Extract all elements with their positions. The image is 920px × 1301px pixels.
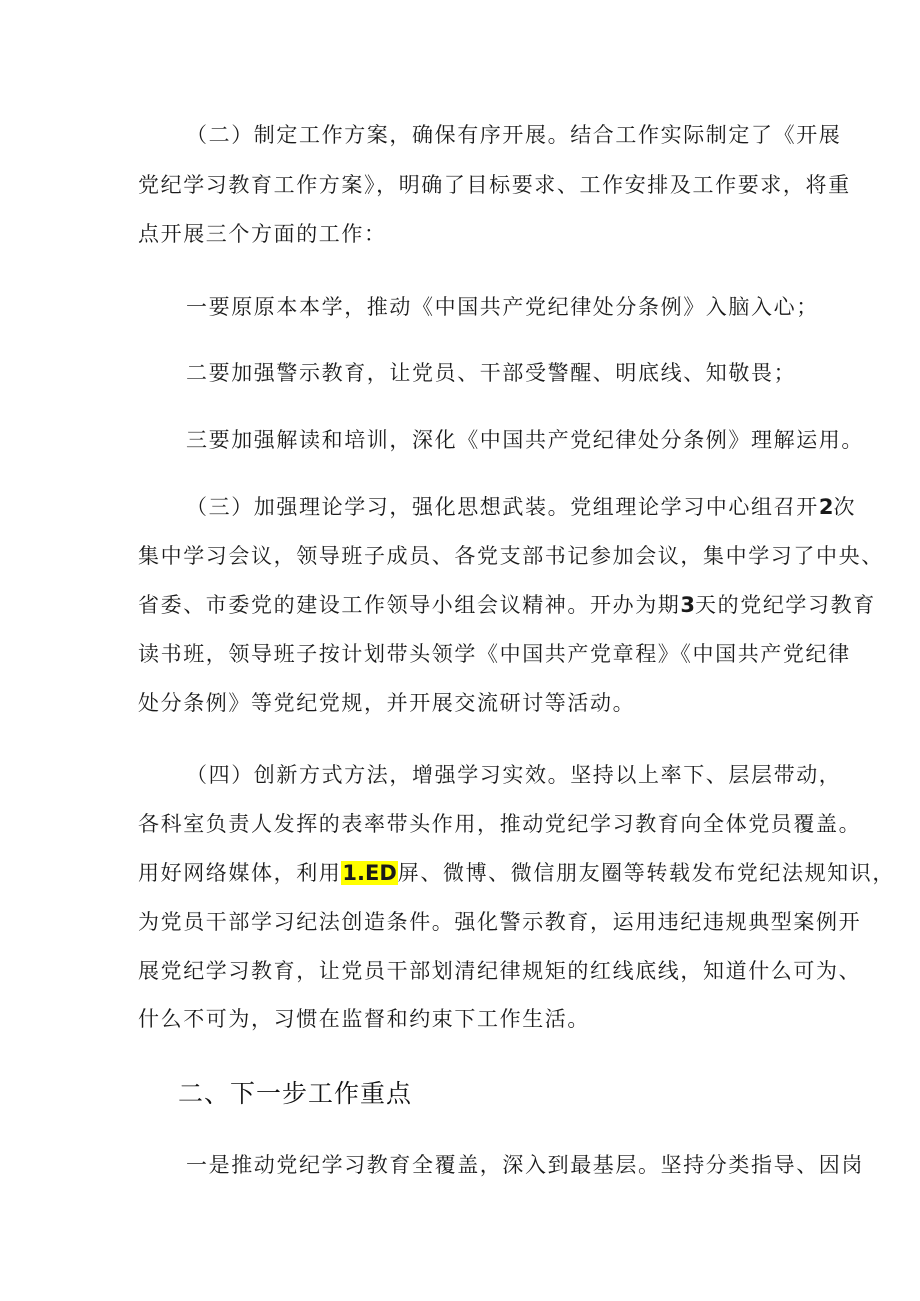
section-3-line-1-text-b: 次: [833, 495, 857, 519]
section-4-line-5: 展党纪学习教育，让党员干部划清纪律规矩的红线底线，知道什么可为、: [138, 959, 862, 983]
section-2-line-2: 党纪学习教育工作方案》，明确了目标要求、工作安排及工作要求，将重: [138, 173, 851, 197]
work-item-1: 一要原原本本学，推动《中国共产党纪律处分条例》入脑入心；: [186, 295, 819, 319]
section-4-line-2: 各科室负责人发挥的表率带头作用，推动党纪学习教育向全体党员覆盖。: [138, 812, 862, 836]
section-4-line-3-text-a: 用好网络媒体，利用: [138, 861, 342, 885]
section-3-line-2: 集中学习会议，领导班子成员、各党支部书记参加会议，集中学习了中央、: [138, 544, 884, 568]
section-heading-next-steps: 二、下一步工作重点: [178, 1079, 413, 1108]
highlighted-led-text: 1.ED: [342, 861, 397, 885]
work-item-3: 三要加强解读和培训，深化《中国共产党纪律处分条例》理解运用。: [186, 428, 864, 452]
section-4-line-3-text-b: 屏、微博、微信朋友圈等转载发布党纪法规知识，: [397, 861, 895, 885]
section-3-line-5: 处分条例》等党纪党规，并开展交流研讨等活动。: [138, 691, 636, 715]
section-3-line-3-text-a: 省委、市委党的建设工作领导小组会议精神。开办为期: [138, 593, 681, 617]
section-4-line-6: 什么不可为，习惯在监督和约束下工作生活。: [138, 1007, 590, 1031]
section-2-line-3: 点开展三个方面的工作：: [138, 222, 387, 246]
section-2-line-1: （二）制定工作方案，确保有序开展。结合工作实际制定了《开展: [186, 123, 842, 147]
section-3-line-4: 读书班，领导班子按计划带头领学《中国共产党章程》《中国共产党纪律: [138, 642, 851, 666]
work-item-2: 二要加强警示教育，让党员、干部受警醒、明底线、知敬畏；: [186, 361, 797, 385]
meeting-count: 2: [818, 495, 834, 519]
section-3-line-1: [186, 492, 856, 522]
section-4-line-3: [138, 858, 895, 888]
class-days-count: 3: [680, 593, 696, 617]
section-3-line-1-text-a: （三）加强理论学习，强化思想武装。党组理论学习中心组召开: [186, 495, 819, 519]
next-step-line-1: 一是推动党纪学习教育全覆盖，深入到最基层。坚持分类指导、因岗: [186, 1153, 864, 1177]
section-4-line-1: （四）创新方式方法，增强学习实效。坚持以上率下、层层带动，: [186, 763, 842, 787]
section-3-line-3-text-b: 天的党纪学习教育: [695, 593, 876, 617]
section-4-line-4: 为党员干部学习纪法创造条件。强化警示教育，运用违纪违规典型案例开: [138, 910, 862, 934]
section-3-line-3: [138, 590, 876, 620]
